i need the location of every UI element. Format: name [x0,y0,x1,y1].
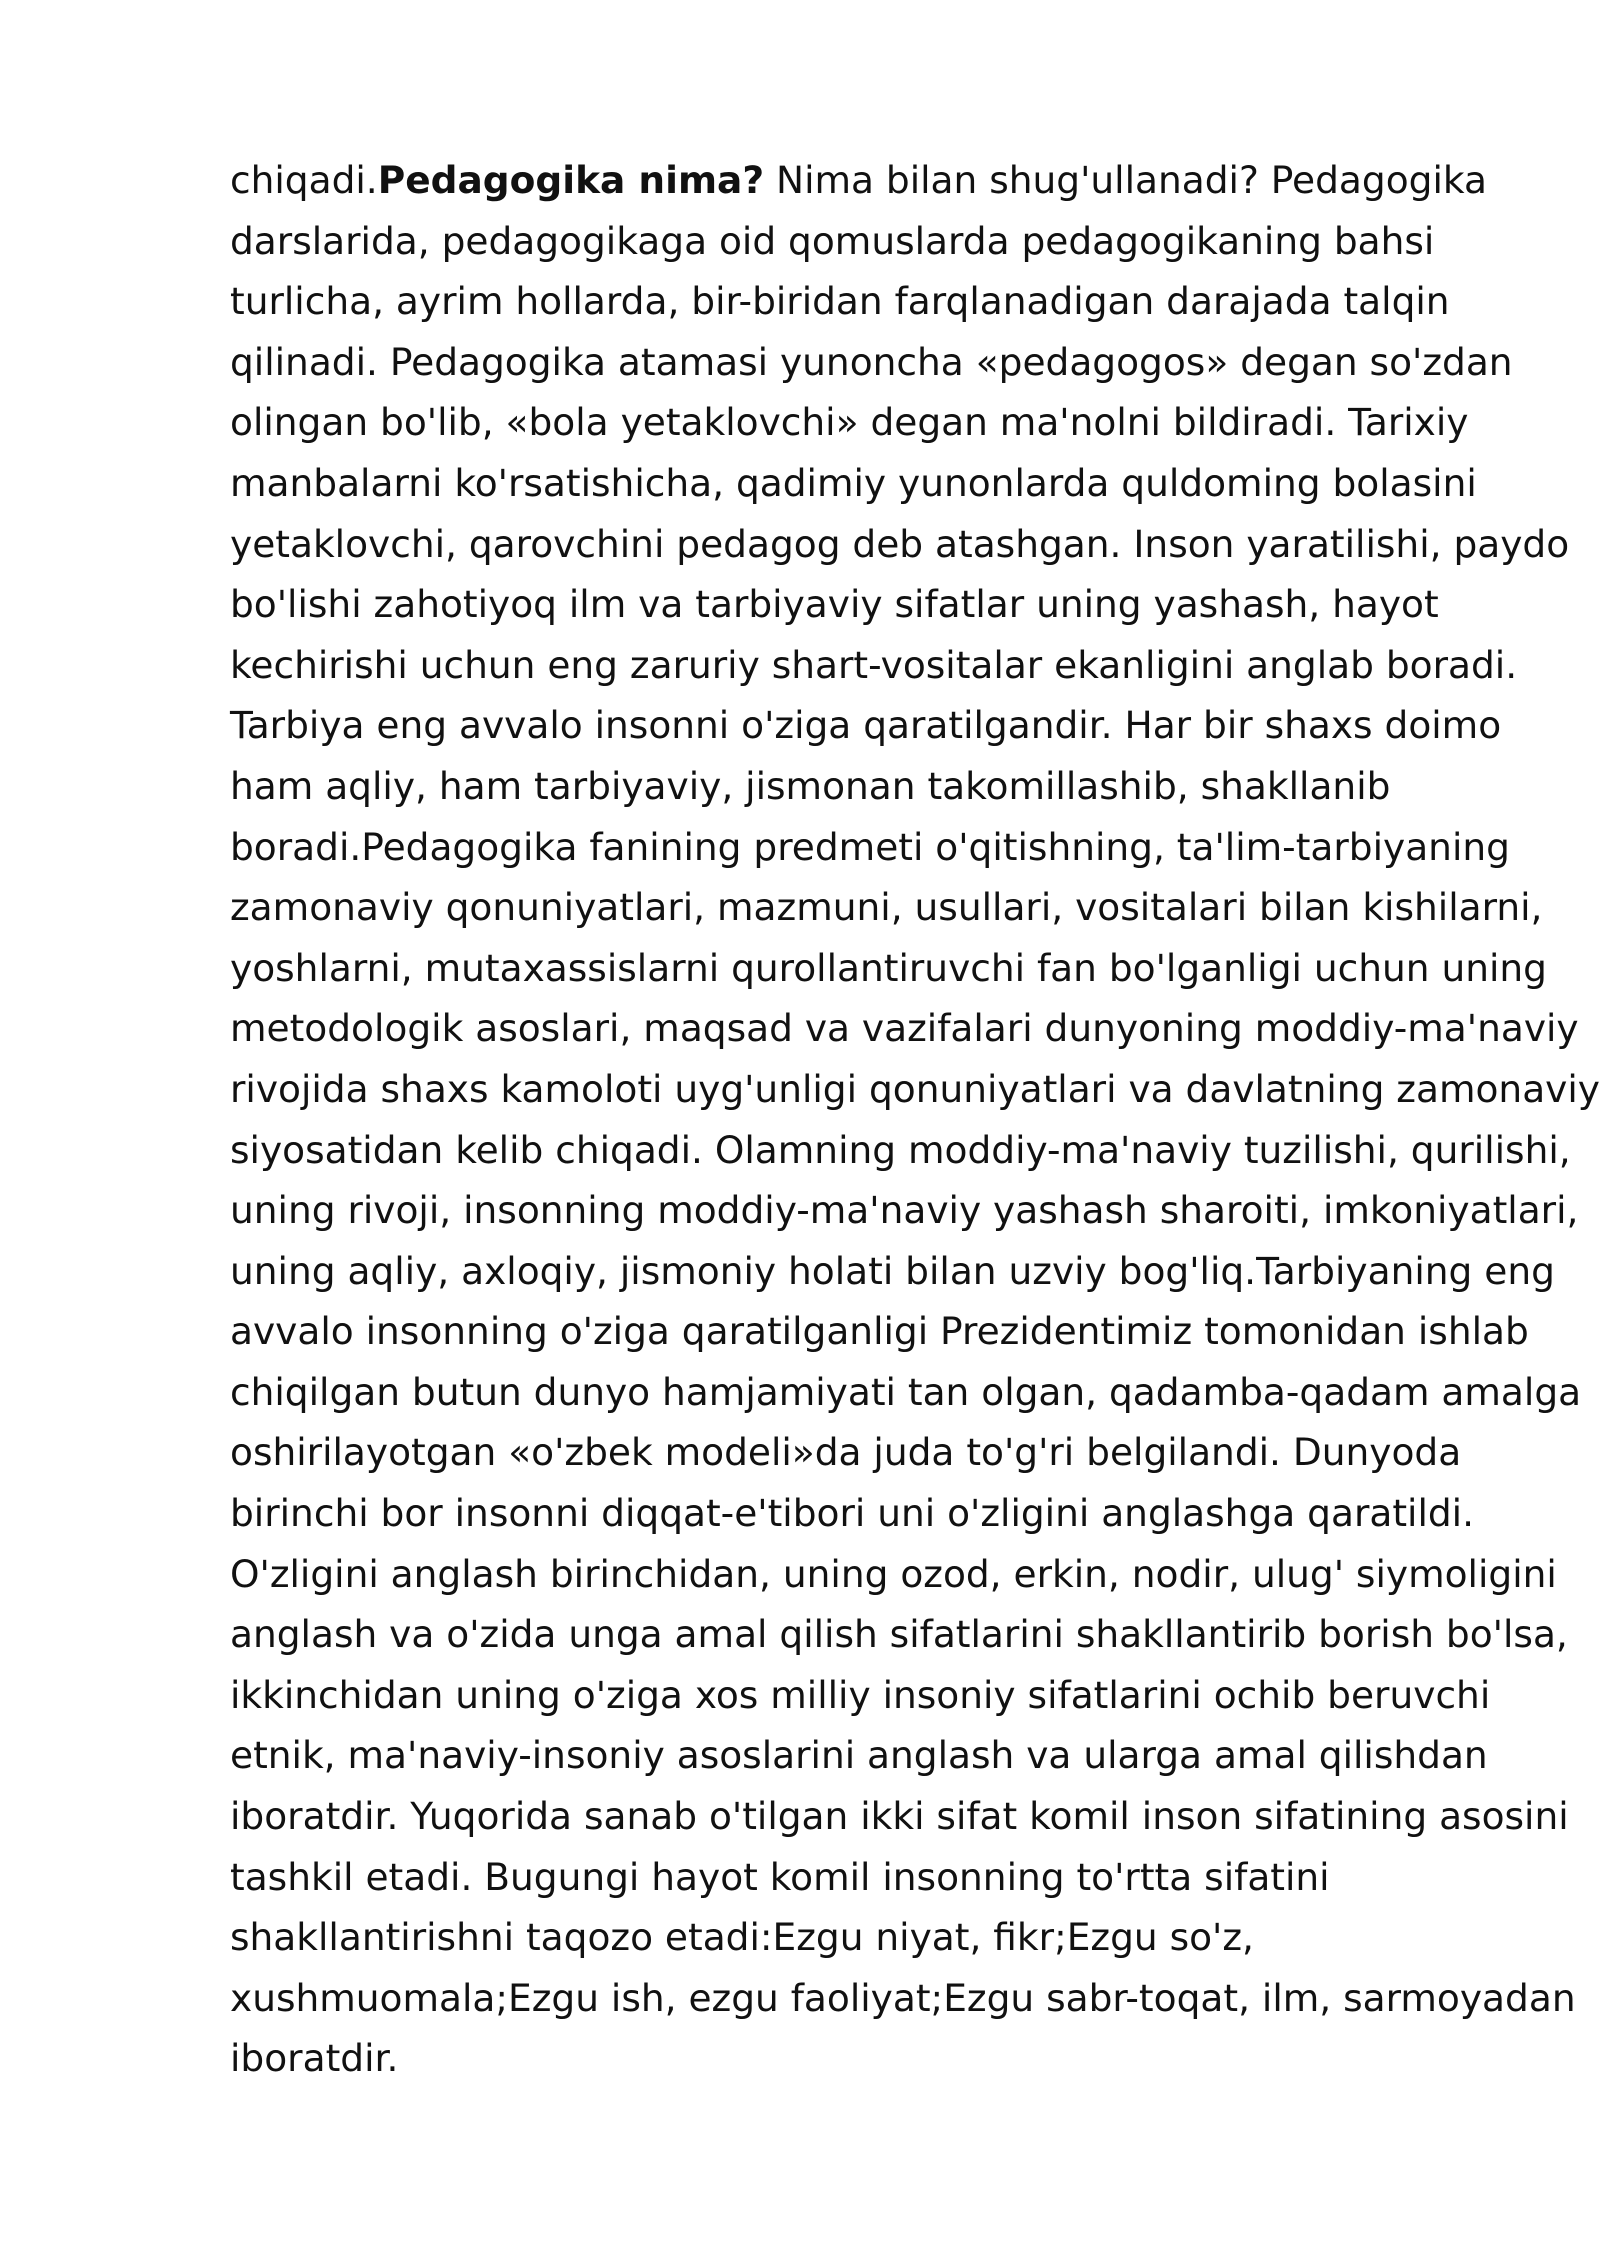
text-line: iboratdir. [230,2036,399,2081]
text-line: kechirishi uchun eng zaruriy shart-vositalar ekanligini anglab boradi. [230,642,1518,687]
text-line: xushmuomala;Ezgu ish, ezgu faoliyat;Ezgu sabr-toqat, ilm, sarmoyadan [230,1975,1576,2020]
text-line: chiqilgan butun dunyo hamjamiyati tan olgan, qadamba-qadam amalga [230,1369,1582,1414]
text-line-1 [230,150,1530,211]
text-line: iboratdir. Yuqorida sanab o'tilgan ikki sifat komil inson sifatining asosini [230,1794,1569,1839]
text-line: shakllantirishni taqozo etadi:Ezgu niyat, fikr;Ezgu so'z, [230,1915,1254,1960]
bold-heading: Pedagogika nima? [377,158,765,202]
text-after-heading: Nima bilan shug'ullanadi? Pedagogika [764,158,1487,202]
text-line: siyosatidan kelib chiqadi. Olamning moddiy-ma'naviy tuzilishi, qurilishi, [230,1127,1571,1172]
body-text [230,150,1600,2089]
text-line: ham aqliy, ham tarbiyaviy, jismonan takomillashib, shakllanib [230,763,1391,808]
text-prefix: chiqadi. [230,158,378,202]
text-line: turlicha, ayrim hollarda, bir-biridan farqlanadigan darajada talqin [230,279,1450,324]
text-line: uning rivoji, insonning moddiy-ma'naviy yashash sharoiti, imkoniyatlari, [230,1188,1579,1233]
text-line: manbalarni ko'rsatishicha, qadimiy yunonlarda quldoming bolasini [230,460,1477,505]
text-line: birinchi bor insonni diqqat-e'tibori uni o'zligini anglashga qaratildi. [230,1491,1475,1536]
text-line: tashkil etadi. Bugungi hayot komil insonning to'rtta sifatini [230,1854,1330,1899]
text-line: etnik, ma'naviy-insoniy asoslarini anglash va ularga amal qilishdan [230,1733,1488,1778]
text-line: oshirilayotgan «o'zbek modeli»da juda to'g'ri belgilandi. Dunyoda [230,1430,1462,1475]
text-line: bo'lishi zahotiyoq ilm va tarbiyaviy sifatlar uning yashash, hayot [230,582,1439,627]
text-line: yetaklovchi, qarovchini pedagog deb atashgan. Inson yaratilishi, paydo [230,521,1570,566]
text-line: uning aqliy, axloqiy, jismoniy holati bilan uzviy bog'liq.Tarbiyaning eng [230,1248,1555,1293]
text-line: qilinadi. Pedagogika atamasi yunoncha «pedagogos» degan so'zdan [230,339,1513,384]
text-line: zamonaviy qonuniyatlari, mazmuni, usullari, vositalari bilan kishilarni, [230,885,1543,930]
text-line: O'zligini anglash birinchidan, uning ozod, erkin, nodir, ulug' siymoligini [230,1551,1557,1596]
text-line: ikkinchidan uning o'ziga xos milliy insoniy sifatlarini ochib beruvchi [230,1672,1491,1717]
text-line: metodologik asoslari, maqsad va vazifalari dunyoning moddiy-ma'naviy [230,1006,1579,1051]
text-line: darslarida, pedagogikaga oid qomuslarda pedagogikaning bahsi [230,218,1435,263]
text-line: Tarbiya eng avvalo insonni o'ziga qaratilgandir. Har bir shaxs doimo [230,703,1502,748]
text-line: anglash va o'zida unga amal qilish sifatlarini shakllantirib borish bo'lsa, [230,1612,1568,1657]
text-line: boradi.Pedagogika fanining predmeti o'qitishning, ta'lim-tarbiyaning [230,824,1510,869]
text-line: rivojida shaxs kamoloti uyg'unligi qonuniyatlari va davlatning zamonaviy [230,1066,1600,1111]
text-line: olingan bo'lib, «bola yetaklovchi» degan ma'nolni bildiradi. Tarixiy [230,400,1469,445]
text-line: avvalo insonning o'ziga qaratilganligi Prezidentimiz tomonidan ishlab [230,1309,1529,1354]
text-line: yoshlarni, mutaxassislarni qurollantiruvchi fan bo'lganligi uchun uning [230,945,1547,990]
